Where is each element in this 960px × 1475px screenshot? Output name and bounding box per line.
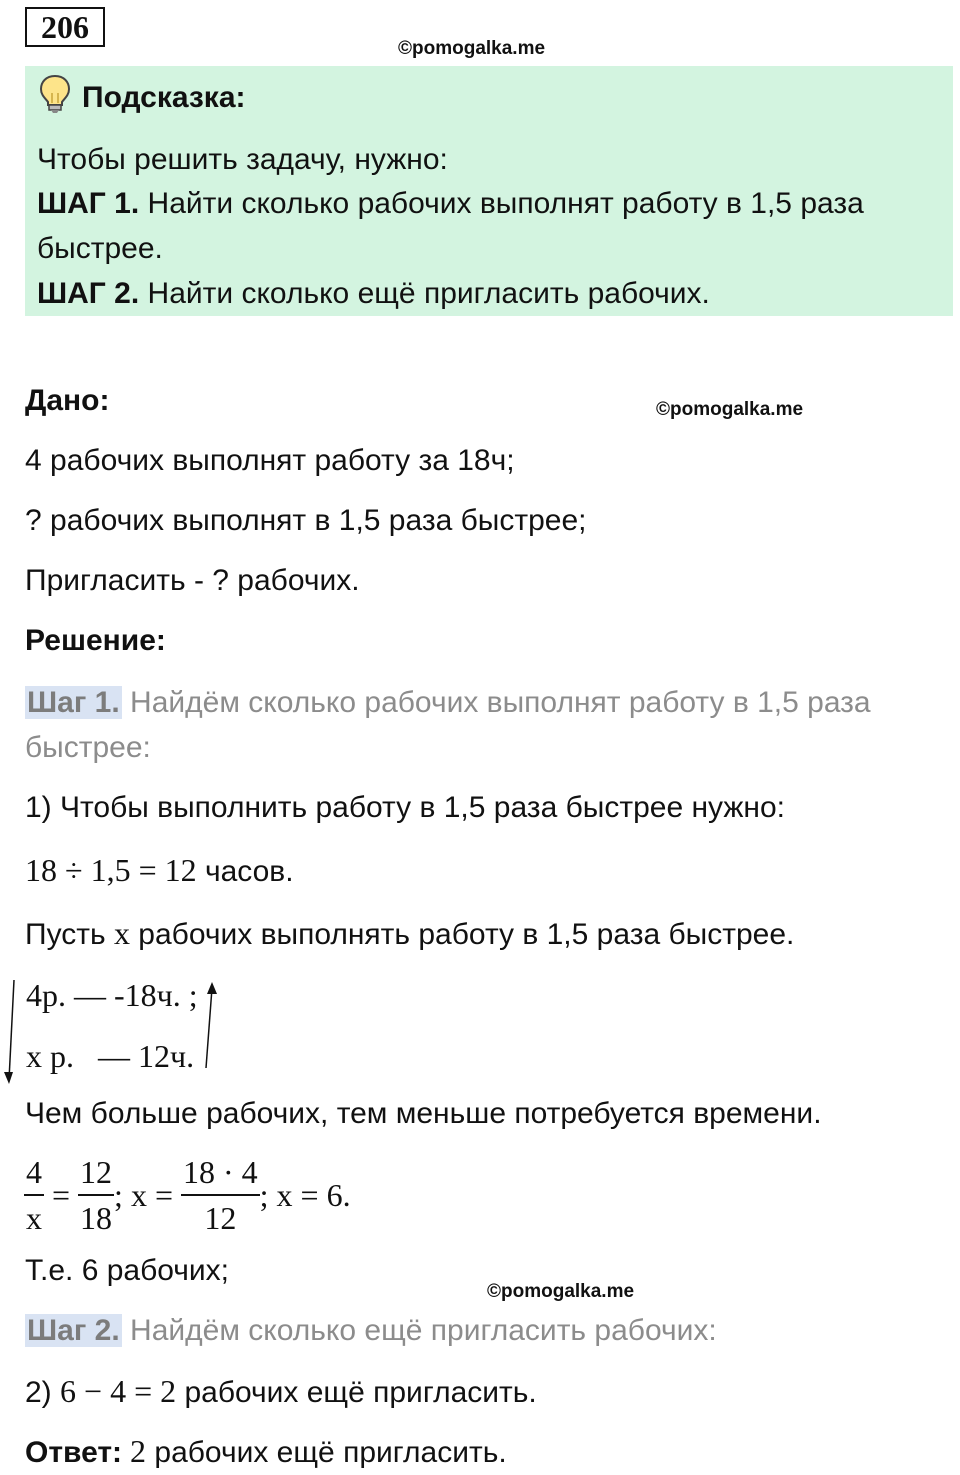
answer-math: 2 [122,1433,147,1469]
given-line: ? рабочих выполнят в 1,5 раза быстрее; [25,504,587,537]
hint-step1-text: Найти сколько рабочих выполнят работу в 1,5 раза [139,187,864,220]
line2-math: 6 − 4 = 2 [60,1373,177,1409]
solution-line1: 1) Чтобы выполнить работу в 1,5 раза быстрее нужно: [25,791,786,824]
answer [25,1429,507,1475]
calc1-math: 18 ÷ 1,5 = 12 [25,852,197,888]
lightbulb-icon [38,74,72,122]
hint-step1-label: ШАГ 1. [37,187,140,220]
step1-text: Найдём сколько рабочих выполнят работу в 1,5 раза [121,686,871,719]
solution-title: Решение: [25,624,166,657]
watermark-top: ©pomogalka.me [398,38,546,59]
task-number: 206 [25,7,105,47]
hint-step1 [37,182,864,226]
given-line: 4 рабочих выполнят работу за 18ч; [25,444,515,477]
step2-text: Найдём сколько ещё пригласить рабочих: [121,1314,717,1347]
proportion-equation: $\frac{4}{x}$ = $\frac{12}{18}$ ; x = $\frac{18 \cdot 4}{12}$ ; x = 6. [24,1150,351,1240]
step1-tag: Шаг 1. [27,686,120,719]
hint-step2-text: Найти сколько ещё пригласить рабочих. [139,277,710,310]
step1-cont: быстрее: [25,731,151,764]
hint-title [38,74,246,122]
result1: Т.е. 6 рабочих; [25,1254,230,1287]
solution-step1 [25,681,871,725]
fraction: $\frac{4}{x}$ [24,1150,44,1240]
solution-step2 [25,1309,717,1353]
fraction: $\frac{18 \cdot 4}{12}$ [181,1150,260,1240]
watermark-middle: ©pomogalka.me [656,399,804,420]
watermark-bottom: ©pomogalka.me [487,1281,635,1302]
calc1 [25,848,294,894]
let-line [25,911,794,957]
let-post: рабочих выполнять работу в 1,5 раза быстрее. [129,918,795,951]
hint-title-text: Подсказка: [82,81,246,114]
proportion-row2: x р. — 12ч. [26,1038,195,1074]
solution-line2: 2) 6 − 4 = 2 рабочих ещё пригласить. [25,1373,537,1409]
hint-intro: Чтобы решить задачу, нужно: [37,143,448,176]
hint-step2 [37,272,710,316]
answer-label: Ответ: [25,1436,123,1469]
given-line: Пригласить - ? рабочих. [25,564,360,597]
reasoning: Чем больше рабочих, тем меньше потребуется времени. [25,1097,822,1130]
calc1-unit: часов. [196,855,294,888]
let-pre: Пусть [25,918,114,951]
fraction: $\frac{12}{18}$ [78,1150,114,1240]
given-title: Дано: [25,384,110,417]
proportion-row1: 4р. — -18ч. ; [26,977,198,1013]
hint-step1-cont: быстрее. [37,232,163,265]
hint-step2-label: ШАГ 2. [37,277,140,310]
let-var: x [113,915,130,951]
answer-text: рабочих ещё пригласить. [146,1436,507,1469]
step2-tag: Шаг 2. [27,1314,120,1347]
